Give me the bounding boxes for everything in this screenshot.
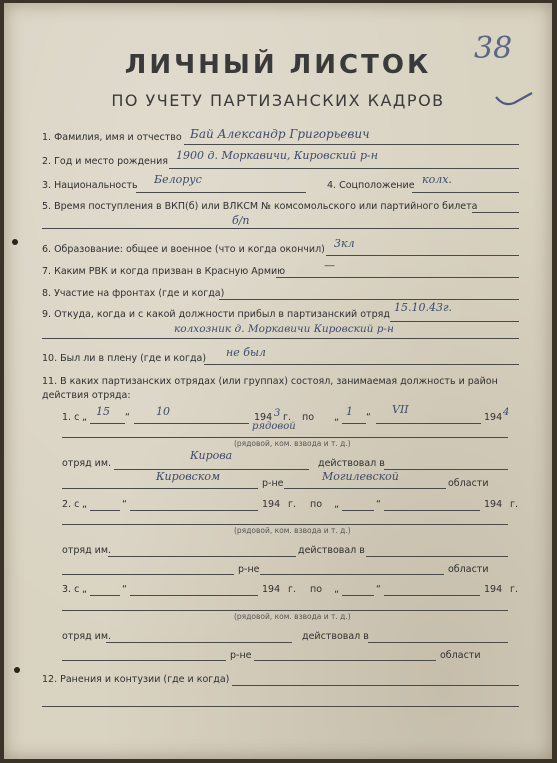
entry-3-g: г. bbox=[288, 584, 297, 595]
field-1-value: Бай Александр Григорьевич bbox=[190, 127, 370, 141]
entry-3-q4: “ bbox=[376, 584, 381, 595]
field-9-value-2: колхозник д. Моркавичи Кировский р-н bbox=[174, 323, 394, 335]
entry-3-region-line bbox=[254, 660, 436, 661]
field-7-label: 7. Каким РВК и когда призван в Красную Армию bbox=[42, 266, 286, 277]
entry-3-day-line bbox=[90, 595, 120, 596]
entry-1-region: Могилевской bbox=[322, 470, 399, 483]
entry-1-year2-prefix: 194 bbox=[484, 412, 503, 423]
entry-3-acted-label: действовал в bbox=[302, 631, 369, 642]
entry-3-day2-line bbox=[342, 595, 374, 596]
entry-3-year2-prefix: 194 bbox=[484, 584, 503, 595]
field-1-label: 1. Фамилия, имя и отчество bbox=[42, 132, 182, 143]
entry-1-day-line bbox=[90, 423, 125, 424]
field-5-line-a bbox=[472, 212, 519, 213]
field-10-label: 10. Был ли в плену (где и когда) bbox=[42, 353, 207, 364]
entry-1-acted-line bbox=[384, 469, 508, 470]
field-4-value: колх. bbox=[422, 173, 452, 186]
document-subtitle: ПО УЧЕТУ ПАРТИЗАНСКИХ КАДРОВ bbox=[111, 91, 445, 110]
entry-1-num: 1. с bbox=[62, 412, 80, 423]
entry-1-detachment-label: отряд им. bbox=[62, 458, 112, 469]
field-2-value: 1900 д. Моркавичи, Кировский р-н bbox=[176, 149, 378, 162]
entry-1-day: 15 bbox=[96, 405, 110, 418]
entry-2-month2-line bbox=[384, 510, 480, 511]
field-1-line bbox=[184, 144, 519, 145]
entry-3-g2: г. bbox=[510, 584, 519, 595]
entry-3-detachment-label: отряд им. bbox=[62, 631, 112, 642]
entry-2-region-line bbox=[260, 574, 444, 575]
field-12-label: 12. Ранения и контузии (где и когда) bbox=[42, 674, 230, 685]
field-5-label: 5. Время поступления в ВКП(б) или ВЛКСМ № комсомольского или партийного билета bbox=[42, 201, 478, 212]
entry-3-q2: “ bbox=[122, 584, 127, 595]
field-7-value: — bbox=[324, 259, 335, 272]
entry-2-year-prefix: 194 bbox=[262, 499, 281, 510]
entry-2-q2: “ bbox=[122, 499, 127, 510]
entry-1-detachment: Кирова bbox=[190, 449, 233, 462]
entry-1-month-line bbox=[134, 423, 249, 424]
entry-2-detachment-line bbox=[108, 556, 296, 557]
entry-2-q3: „ bbox=[334, 499, 339, 510]
page-number: 38 bbox=[474, 31, 513, 66]
entry-3-num: 3. с bbox=[62, 584, 80, 595]
field-9-label: 9. Откуда, когда и с какой должности прибыл в партизанский отряд bbox=[42, 309, 390, 320]
entry-2-num: 2. с bbox=[62, 499, 80, 510]
entry-2-acted-label: действовал в bbox=[298, 545, 365, 556]
entry-1-year2-hw: 4 bbox=[503, 407, 510, 418]
entry-2-day-line bbox=[90, 510, 120, 511]
entry-1-day2-line bbox=[342, 423, 366, 424]
entry-2-district-suffix: р-не bbox=[238, 564, 260, 575]
entry-2-year2-prefix: 194 bbox=[484, 499, 503, 510]
field-9-value: 15.10.43г. bbox=[394, 301, 453, 314]
entry-1-day2: 1 bbox=[346, 405, 353, 418]
entry-1-month: 10 bbox=[156, 405, 170, 418]
field-3-line bbox=[136, 192, 306, 193]
field-10-value: не был bbox=[226, 346, 266, 359]
entry-1-position-line bbox=[62, 437, 508, 438]
entry-2-po: по bbox=[310, 499, 323, 510]
entry-3-po: по bbox=[310, 584, 323, 595]
entry-3-position-caption: (рядовой, ком. взвода и т. д.) bbox=[234, 612, 351, 621]
punch-hole bbox=[12, 239, 18, 245]
entry-2-g: г. bbox=[288, 499, 297, 510]
field-5-value: б/п bbox=[232, 214, 250, 227]
entry-1-year-hw: 3 bbox=[274, 408, 281, 419]
field-6-value: 3кл bbox=[334, 237, 355, 250]
field-6-line bbox=[326, 255, 519, 256]
entry-2-q1: „ bbox=[82, 499, 87, 510]
entry-3-position-line bbox=[62, 610, 508, 611]
entry-1-district-line bbox=[62, 488, 258, 489]
entry-1-g: г. bbox=[283, 412, 292, 423]
entry-2-month-line bbox=[130, 510, 258, 511]
field-8-label: 8. Участие на фронтах (где и когда) bbox=[42, 288, 225, 299]
entry-1-month2: VII bbox=[392, 403, 409, 416]
entry-1-po: по bbox=[302, 412, 315, 423]
document-sheet: 38 ЛИЧНЫЙ ЛИСТОК ПО УЧЕТУ ПАРТИЗАНСКИХ КАДРОВ 1. Фамилия, имя и отчество Бай Александр Григорьевич 2. Год и место рождения 1900 д. Моркавичи, Кировский р-н 3. Национальность Белорус 4. Соцположение колх. 5. Время поступления в ВКП(б) или ВЛКСМ № комсомольского или партийного билета б/п 6. Образование: общее и военное (что и когда окончил) 3кл 7. Каким РВК и когда призван в Красную Армию — 8. Участие на фронтах (где и когда) 9. Откуда, когда и с какой должности прибыл в партизанский отряд 15.10.43г. колхозник д. Моркавичи Кировский р-н 10. Был ли в плену (где и когда) не был 11. В каких партизанских отрядах (или группах) состоял, занимаемая должность и район действия отряда: 1. с „ 15 “ 10 194 3 г. по „ 1 “ VII 194 4 рядовой (рядовой, ком. взвода и т. д.) отряд им. Кирова действовал в Кировском р-не Могилевской области 2. с „ “ 194 г. по „ “ 194 г. (рядовой, ком. взвода и т. д.) отряд им. действовал в р-не области 3. с „ “ 194 г. по „ “ 194 г. (рядовой, ком. взвода и т. д.) отряд им. действовал в р-не области 12. Ранения и контузии (где и когда) bbox=[4, 3, 552, 759]
entry-1-acted-label: действовал в bbox=[318, 458, 385, 469]
field-5-line-b bbox=[42, 228, 519, 229]
punch-hole bbox=[14, 667, 20, 673]
entry-3-q1: „ bbox=[82, 584, 87, 595]
entry-3-year-prefix: 194 bbox=[262, 584, 281, 595]
field-12-line-b bbox=[42, 706, 519, 707]
entry-3-region-suffix: области bbox=[440, 650, 481, 661]
field-8-line bbox=[219, 299, 519, 300]
entry-3-detachment-line bbox=[106, 642, 292, 643]
entry-1-position: рядовой bbox=[252, 421, 296, 432]
entry-2-g2: г. bbox=[510, 499, 519, 510]
entry-1-region-line bbox=[284, 488, 446, 489]
entry-2-position-caption: (рядовой, ком. взвода и т. д.) bbox=[234, 526, 351, 535]
entry-3-month-line bbox=[130, 595, 258, 596]
entry-1-position-caption: (рядовой, ком. взвода и т. д.) bbox=[234, 439, 351, 448]
entry-3-month2-line bbox=[384, 595, 480, 596]
entry-2-day2-line bbox=[342, 510, 374, 511]
field-4-line bbox=[412, 192, 519, 193]
field-7-line bbox=[276, 277, 519, 278]
entry-2-region-suffix: области bbox=[448, 564, 489, 575]
entry-3-acted-line bbox=[368, 642, 508, 643]
field-2-label: 2. Год и место рождения bbox=[42, 156, 168, 167]
field-12-line-a bbox=[232, 685, 519, 686]
entry-1-district: Кировском bbox=[156, 470, 221, 483]
field-6-label: 6. Образование: общее и военное (что и когда окончил) bbox=[42, 244, 325, 255]
field-9-line-a bbox=[390, 321, 519, 322]
entry-2-detachment-label: отряд им. bbox=[62, 545, 112, 556]
entry-1-region-suffix: области bbox=[448, 478, 489, 489]
field-3-value: Белорус bbox=[154, 173, 202, 186]
entry-2-q4: “ bbox=[376, 499, 381, 510]
entry-1-month2-line bbox=[376, 423, 481, 424]
entry-3-district-suffix: р-не bbox=[230, 650, 252, 661]
entry-2-district-line bbox=[62, 574, 234, 575]
field-2-line bbox=[169, 168, 519, 169]
field-3-label: 3. Национальность bbox=[42, 180, 138, 191]
entry-1-year-prefix: 194 bbox=[254, 412, 273, 423]
field-11-label: 11. В каких партизанских отрядах (или группах) состоял, занимаемая должность и район действия отряда: bbox=[42, 376, 498, 401]
entry-3-district-line bbox=[62, 660, 226, 661]
field-9-line-b bbox=[42, 338, 519, 339]
entry-1-district-suffix: р-не bbox=[262, 478, 284, 489]
entry-2-acted-line bbox=[366, 556, 508, 557]
field-4-label: 4. Соцположение bbox=[327, 180, 415, 191]
entry-2-position-line bbox=[62, 524, 508, 525]
document-title: ЛИЧНЫЙ ЛИСТОК bbox=[124, 50, 432, 80]
entry-3-q3: „ bbox=[334, 584, 339, 595]
field-10-line bbox=[204, 364, 519, 365]
